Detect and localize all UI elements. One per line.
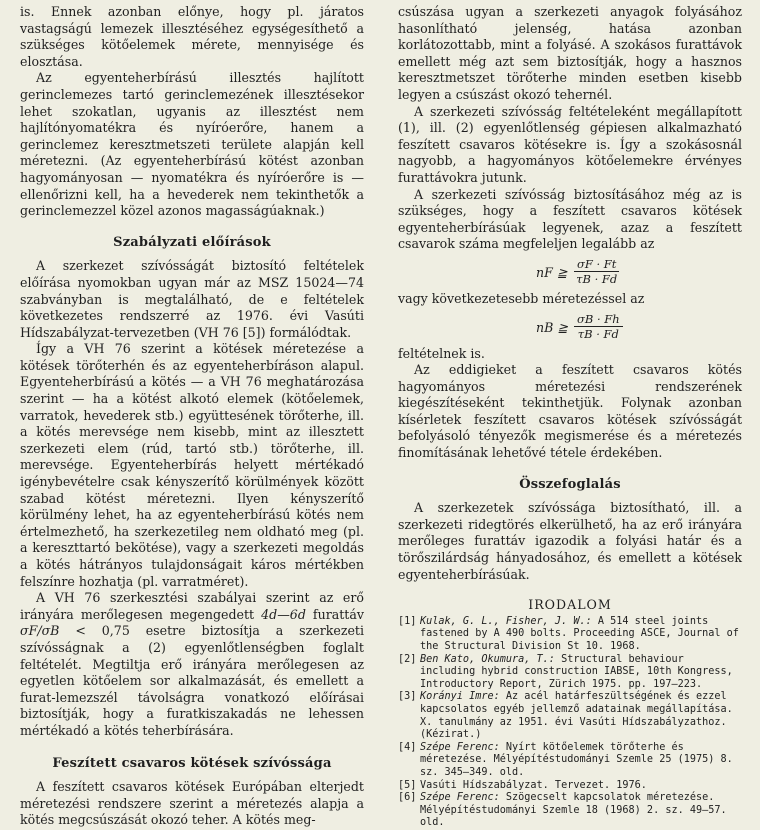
fraction-numerator: σF · Ft (574, 257, 619, 272)
fraction-denominator: τB · Fd (577, 326, 619, 341)
left-column (20, 4, 364, 829)
reference-author: Ben Kato, Okumura, T.: (420, 653, 555, 665)
right-column (398, 4, 742, 830)
reference-author: Korányi Imre: (420, 691, 500, 703)
equation-lhs: nF ≧ (536, 264, 568, 280)
section-heading-feszitett: Feszített csavaros kötések szívóssága (52, 755, 332, 771)
paragraph: A szerkezetek szívóssága biztosítható, ill. a szerkezeti ridegtörés elkerülhető, ha az erő irányára merőleges furattáv igazodik a folyási határ és a törőszilárdság hányadosához, és emellett a kötések egyenteherbírásúak. (398, 500, 742, 582)
references-list (398, 616, 742, 830)
paragraph: feltételnek is. (398, 345, 485, 361)
equation-fraction (574, 257, 619, 286)
paragraph: vagy következetesebb méretezéssel az (398, 290, 645, 306)
paragraph: Így a VH 76 szerint a kötések méretezése a kötések törőterhén és az egyenteherbíráson alapul. Egyenteherbírású a kötés — a VH 76 meghatározása szerint — ha a kötést alkotó elemek (kötőelemek, varratok, hevederek stb.) együttesének törőterhe, ill. a kötés merevsége nem kisebb, mint az illesztett szerkezeti elem (rúd, tartó stb.) törőterhe, ill. merevsége. Egyenteherbírás helyett mértékadó igénybevételre csak kényszerítő körülmények között szabad kötést méretezni. Ilyen kényszerítő körülmény lehet, ha az egyenteherbírású kötés nem értelmezhető, ha szerkezetileg nem oldható meg (pl. a kereszttartó bekötése), vagy a szerkezeti megoldás a kötés hátrányos tulajdonságait káros mértékben felszínre hozhatja (pl. varratméret). (20, 341, 364, 589)
paragraph: is. Ennek azonban előnye, hogy pl. járatos vastagságú lemezek illesztéséhez egységesíthető a szükséges kötőelemek mérete, mennyisége és elosztása. (20, 4, 364, 69)
paragraph: Az eddigieket a feszített csavaros kötés hagyományos méretezési rendszerének kiegészítéseként tekinthetjük. Folynak azonban kísérletek feszített csavaros kötések szívósságát befolyásoló tényezők megismerése és a méretezés finomításának lehetővé tétele érdekében. (398, 362, 742, 461)
paragraph: A feszített csavaros kötések Európában elterjedt méretezési rendszere szerint a méretezés alapja a kötés megcsúszását okozó teher. A kötés meg- (20, 779, 364, 828)
equation-nf (398, 257, 742, 287)
formula-inline: 4d—6d (261, 606, 306, 622)
paragraph: A szerkezet szívósságát biztosító feltételek előírása nyomokban ugyan már az MSZ 15024—74 szabványban is megtalálható, de e feltételek következetes rendszerré az 1976. évi Vasúti Hídszabályzat-tervezetben (VH 76 [5]) formálódtak. (20, 258, 364, 340)
text-run: furattáv (305, 606, 364, 622)
reference-number: [4] (398, 741, 417, 753)
reference-text: Szögecselt kapcsolatok méretezése. Mélyépítéstudományi Szemle 18 (1968) 2. sz. 49—57. old. (420, 792, 727, 829)
section-heading-osszefoglalas: Összefoglalás (519, 476, 621, 492)
reference-text: A 514 steel joints fastened by A 490 bolts. Proceeding ASCE, Journal of the Structural Division St 10. 1968. (420, 615, 739, 652)
reference-item (398, 780, 742, 793)
reference-number: [1] (398, 615, 417, 627)
reference-number: [6] (398, 792, 417, 804)
paragraph (20, 590, 364, 739)
reference-item (398, 616, 742, 654)
fraction-denominator: τB · Fd (576, 271, 618, 286)
text-run: < 0,75 esetre biztosítja a szerkezeti szívósságnak a (2) egyenlőtlenségben foglalt feltételét. Megtiltja erő irányára merőlegesen az egyetlen kötőelem sor alkalmazását, és emellett a furat-lemezszél távolságra vonatkozó előírásai biztosítják, hogy a furatkiszakadás ne lehessen mértékadó a kötés teherbírására. (20, 623, 364, 738)
reference-text: Structural behaviour including hybrid construction IABSE, 10th Kongress, Introductory Report, Zürich 1975. pp. 197—223. (420, 653, 733, 690)
text-run: A VH 76 szerkesztési szabályai szerint az erő irányára merőlegesen megengedett (20, 590, 364, 622)
reference-item (398, 691, 742, 741)
paragraph: A szerkezeti szívósság feltételeként megállapított (1), ill. (2) egyenlőtlenség gépiesen alkalmazható feszített csavaros kötésekre is. Így a szokásosnál nagyobb, a hagyományos kötőelemekre érvényes furattávokra jutunk. (398, 103, 742, 185)
formula-inline: σF/σB (20, 623, 60, 639)
equation-lhs: nB ≧ (536, 319, 568, 335)
reference-author: Kulak, G. L., Fisher, J. W.: (420, 615, 592, 627)
equation-nb (398, 312, 742, 342)
reference-number: [5] (398, 779, 417, 791)
paragraph: Az egyenteherbírású illesztés hajlított gerinclemezes tartó gerinclemezének illesztésekor lehet szokatlan, ugyanis az illesztést nem hajlítónyomatékra és nyíróerőre, hanem a gerinclemez keresztmetszeti területe alapján kell méretezni. (Az egyenteherbírású kötést azonban hagyományosan — nyomatékra és nyíróerőre is — ellenőrizni kell, ha a hevederek nem tekinthetők a gerinclemezzel közel azonos magasságúaknak.) (20, 70, 364, 219)
reference-item (398, 792, 742, 830)
section-heading-szabalyzati: Szabályzati előírások (113, 234, 271, 250)
reference-text: Az acél határfeszültségének és ezzel kapcsolatos egyéb jellemző adatainak megállapítása. X. tanulmány az 1951. évi Vasúti Hídszabályzathoz. (Kézirat.) (420, 691, 733, 741)
equation-fraction (574, 312, 623, 341)
reference-item (398, 742, 742, 780)
references-heading: IRODALOM (528, 597, 612, 613)
reference-author: Szépe Ferenc: (420, 741, 500, 753)
paragraph: csúszása ugyan a szerkezeti anyagok folyásához hasonlítható jelenség, hatása azonban korlátozottabb, mint a folyásé. A szokásos furattávok emellett még azt sem biztosítják, hogy a hasznos keresztmetszet törőterhe minden esetben kisebb legyen a csúszást okozó tehernél. (398, 4, 742, 102)
reference-author: Szépe Ferenc: (420, 792, 500, 804)
reference-item (398, 654, 742, 692)
fraction-numerator: σB · Fh (574, 312, 623, 327)
reference-text: Nyírt kötőelemek törőterhe és méretezése. Mélyépítéstudományi Szemle 25 (1975) 8. sz. 345—349. old. (420, 741, 733, 778)
reference-number: [2] (398, 653, 417, 665)
reference-text: Vasúti Hídszabályzat. Tervezet. 1976. (420, 779, 647, 791)
reference-number: [3] (398, 691, 417, 703)
paragraph: A szerkezeti szívósság biztosításához még az is szükséges, hogy a feszített csavaros kötések egyenteherbírásúak legyenek, azaz a feszített csavarok száma megfeleljen legalább az (398, 186, 742, 252)
